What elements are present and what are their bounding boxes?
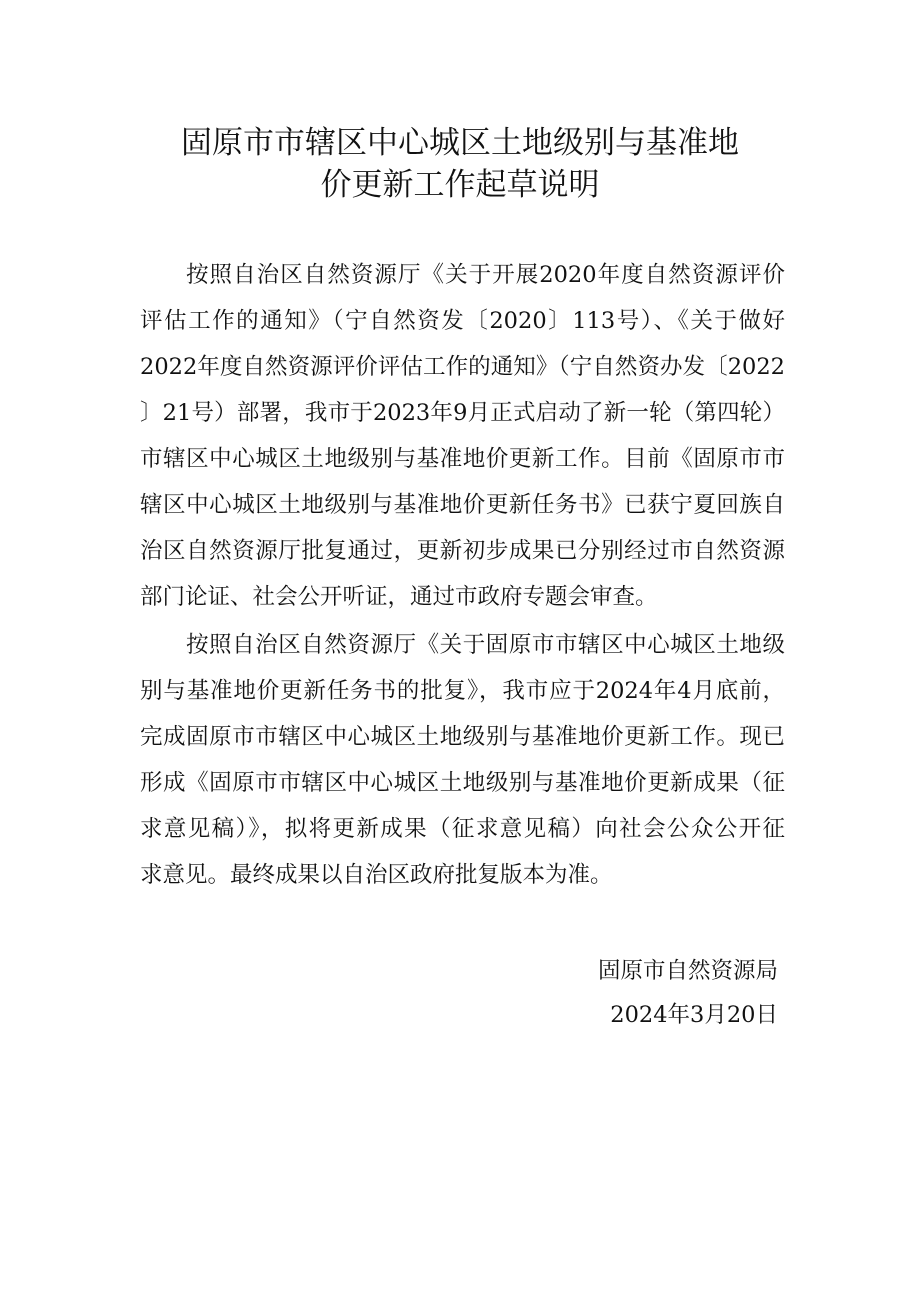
paragraph-2-line-2: 别与基准地价更新任务书的批复》，我市应于2024年4月底前， bbox=[140, 678, 785, 704]
paragraph-1 bbox=[140, 252, 785, 620]
paragraph-1-line-8: 部门论证、社会公开听证，通过市政府专题会审查。 bbox=[140, 584, 658, 610]
paragraph-2-line-6: 求意见。最终成果以自治区政府批复版本为准。 bbox=[140, 862, 613, 888]
paragraph-1-line-4: 〕21号）部署，我市于2023年9月正式启动了新一轮（第四轮） bbox=[140, 400, 785, 426]
paragraph-1-line-3: 2022年度自然资源评价评估工作的通知》（宁自然资办发〔2022 bbox=[140, 354, 785, 380]
signature-date: 2024年3月20日 bbox=[610, 1002, 778, 1028]
paragraph-2-line-5: 求意见稿）》，拟将更新成果（征求意见稿）向社会公众公开征 bbox=[140, 816, 785, 842]
paragraph-2 bbox=[140, 622, 785, 898]
paragraph-1-line-5: 市辖区中心城区土地级别与基准地价更新工作。目前《固原市市 bbox=[140, 446, 785, 472]
paragraph-1-line-2: 评估工作的通知》（宁自然资发〔2020〕113号）、《关于做好 bbox=[140, 308, 785, 334]
paragraph-1-line-6: 辖区中心城区土地级别与基准地价更新任务书》已获宁夏回族自 bbox=[140, 492, 785, 518]
paragraph-1-line-7: 治区自然资源厅批复通过，更新初步成果已分别经过市自然资源 bbox=[140, 538, 785, 564]
paragraph-2-line-4: 形成《固原市市辖区中心城区土地级别与基准地价更新成果（征 bbox=[140, 770, 785, 796]
paragraph-2-line-3: 完成固原市市辖区中心城区土地级别与基准地价更新工作。现已 bbox=[140, 724, 785, 750]
paragraph-2-line-1: 按照自治区自然资源厅《关于固原市市辖区中心城区土地级 bbox=[186, 632, 785, 658]
signature-organization: 固原市自然资源局 bbox=[597, 958, 778, 984]
document-title-line-1: 固原市市辖区中心城区土地级别与基准地 bbox=[181, 125, 739, 161]
paragraph-1-line-1: 按照自治区自然资源厅《关于开展2020年度自然资源评价 bbox=[186, 262, 785, 288]
document-title-line-2: 价更新工作起草说明 bbox=[320, 167, 600, 203]
